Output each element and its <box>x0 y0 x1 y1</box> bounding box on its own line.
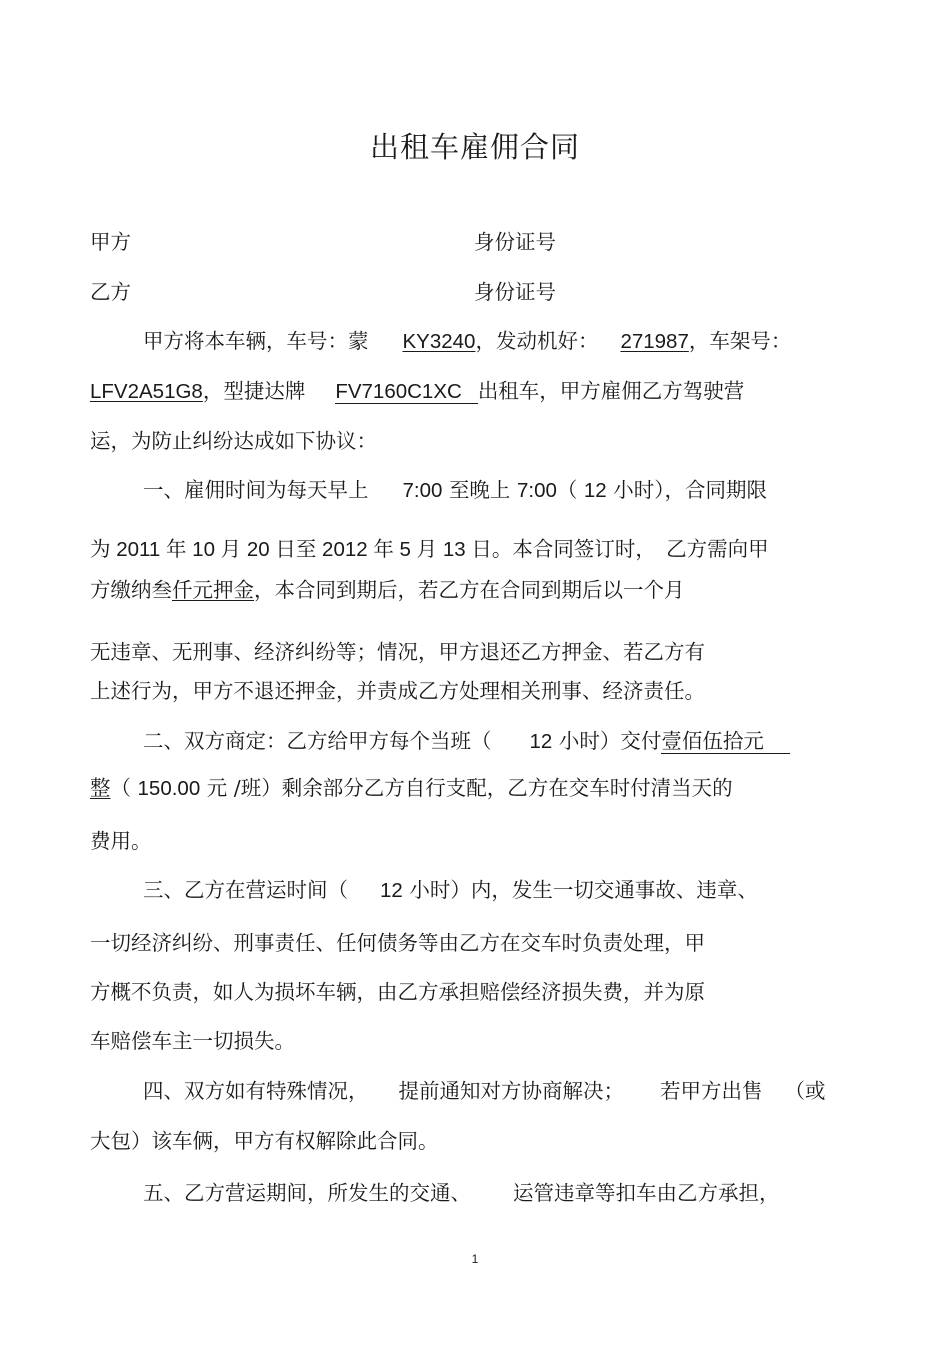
clause-text: 三、乙方在营运时间（ <box>143 878 348 902</box>
clause-1-line-2: 为 2011 年 10 月 20 日至 2012 年 5 月 13 日。本合同签订时， 乙方需向甲 <box>90 538 769 561</box>
clause-text: ，本合同到期后，若乙方在合同到期后以一个月 <box>254 578 685 602</box>
fee-amount-words: 壹佰伍拾元 <box>661 731 790 754</box>
party-b-label: 乙方 <box>90 280 131 304</box>
clause-text: 运管违章等扣车由乙方承担， <box>513 1181 780 1205</box>
clause-3-line-1 <box>143 880 758 902</box>
clause-text: 至晚上 <box>448 478 511 502</box>
clause-1-line-5: 上述行为，甲方不退还押金，并责成乙方处理相关刑事、经济责任。 <box>90 679 705 703</box>
start-time: 7:00 <box>402 479 443 502</box>
clause-4-line-2: 大包）该车俩，甲方有权解除此合同。 <box>90 1129 439 1153</box>
clause-text: 小时）交付 <box>558 729 662 753</box>
page-title: 出租车雇佣合同 <box>369 130 580 164</box>
clause-text: （ <box>556 478 578 502</box>
party-a-label: 甲方 <box>90 230 131 254</box>
fee-amount: 150.00 <box>137 777 201 800</box>
clause-text: 元 /班）剩余部分乙方自行支配，乙方在交车时付清当天的 <box>206 776 733 800</box>
party-b-id-label: 身份证号 <box>474 280 556 304</box>
clause-1-line-1 <box>143 480 767 502</box>
intro-text: ，车架号： <box>688 329 792 353</box>
clause-text: 方缴纳叁 <box>90 578 172 602</box>
intro-line-2 <box>90 381 744 404</box>
clause-text: 一、雇佣时间为每天早上 <box>143 478 369 502</box>
clause-1-line-3 <box>90 580 685 601</box>
intro-text: ，发动机好： <box>475 329 599 353</box>
end-time: 7:00 <box>516 479 557 502</box>
clause-text: 提前通知对方协商解决； <box>398 1079 624 1103</box>
clause-3-line-4: 车赔偿车主一切损失。 <box>90 1029 295 1053</box>
model-number: FV7160C1XC <box>335 381 477 404</box>
clause-text: 若甲方出售 <box>660 1079 763 1103</box>
clause-text: （ <box>110 776 131 800</box>
intro-text: 出租车，甲方雇佣乙方驾驶营 <box>477 379 745 403</box>
fee-amount-words-end: 整 <box>90 776 111 800</box>
plate-number: KY3240 <box>402 330 476 353</box>
intro-text: ，型捷达牌 <box>202 379 306 403</box>
intro-text: 甲方将本车辆，车号：蒙 <box>143 329 369 353</box>
shift-hours: 12 <box>529 730 553 753</box>
shift-hours: 12 <box>583 479 607 502</box>
clause-2-line-3: 费用。 <box>90 829 152 853</box>
clause-2-line-1 <box>143 731 790 754</box>
clause-5-line-1 <box>143 1183 780 1204</box>
shift-hours: 12 <box>380 879 403 902</box>
clause-text: （或 <box>784 1079 826 1103</box>
clause-text: 五、乙方营运期间，所发生的交通、 <box>143 1181 471 1205</box>
clause-text: 小时）内，发生一切交通事故、违章、 <box>409 878 758 902</box>
clause-4-line-1 <box>143 1081 826 1102</box>
clause-2-line-2 <box>90 778 733 800</box>
vin-number: LFV2A51G8 <box>90 380 203 403</box>
clause-1-line-4: 无违章、无刑事、经济纠纷等；情况，甲方退还乙方押金、若乙方有 <box>90 640 705 664</box>
intro-line-3: 运，为防止纠纷达成如下协议： <box>90 429 377 453</box>
deposit-amount: 仟元押金 <box>172 578 254 602</box>
page-number: 1 <box>471 1252 479 1266</box>
clause-3-line-3: 方概不负责，如人为损坏车辆，由乙方承担赔偿经济损失费，并为原 <box>90 980 705 1004</box>
party-a-id-label: 身份证号 <box>474 230 556 254</box>
clause-text: 小时），合同期限 <box>613 478 767 502</box>
clause-text: 四、双方如有特殊情况， <box>143 1079 369 1103</box>
clause-3-line-2: 一切经济纠纷、刑事责任、任何债务等由乙方在交车时负责处理，甲 <box>90 931 705 955</box>
clause-text: 二、双方商定：乙方给甲方每个当班（ <box>143 729 492 753</box>
intro-line-1 <box>143 331 791 353</box>
engine-number: 271987 <box>620 330 689 353</box>
